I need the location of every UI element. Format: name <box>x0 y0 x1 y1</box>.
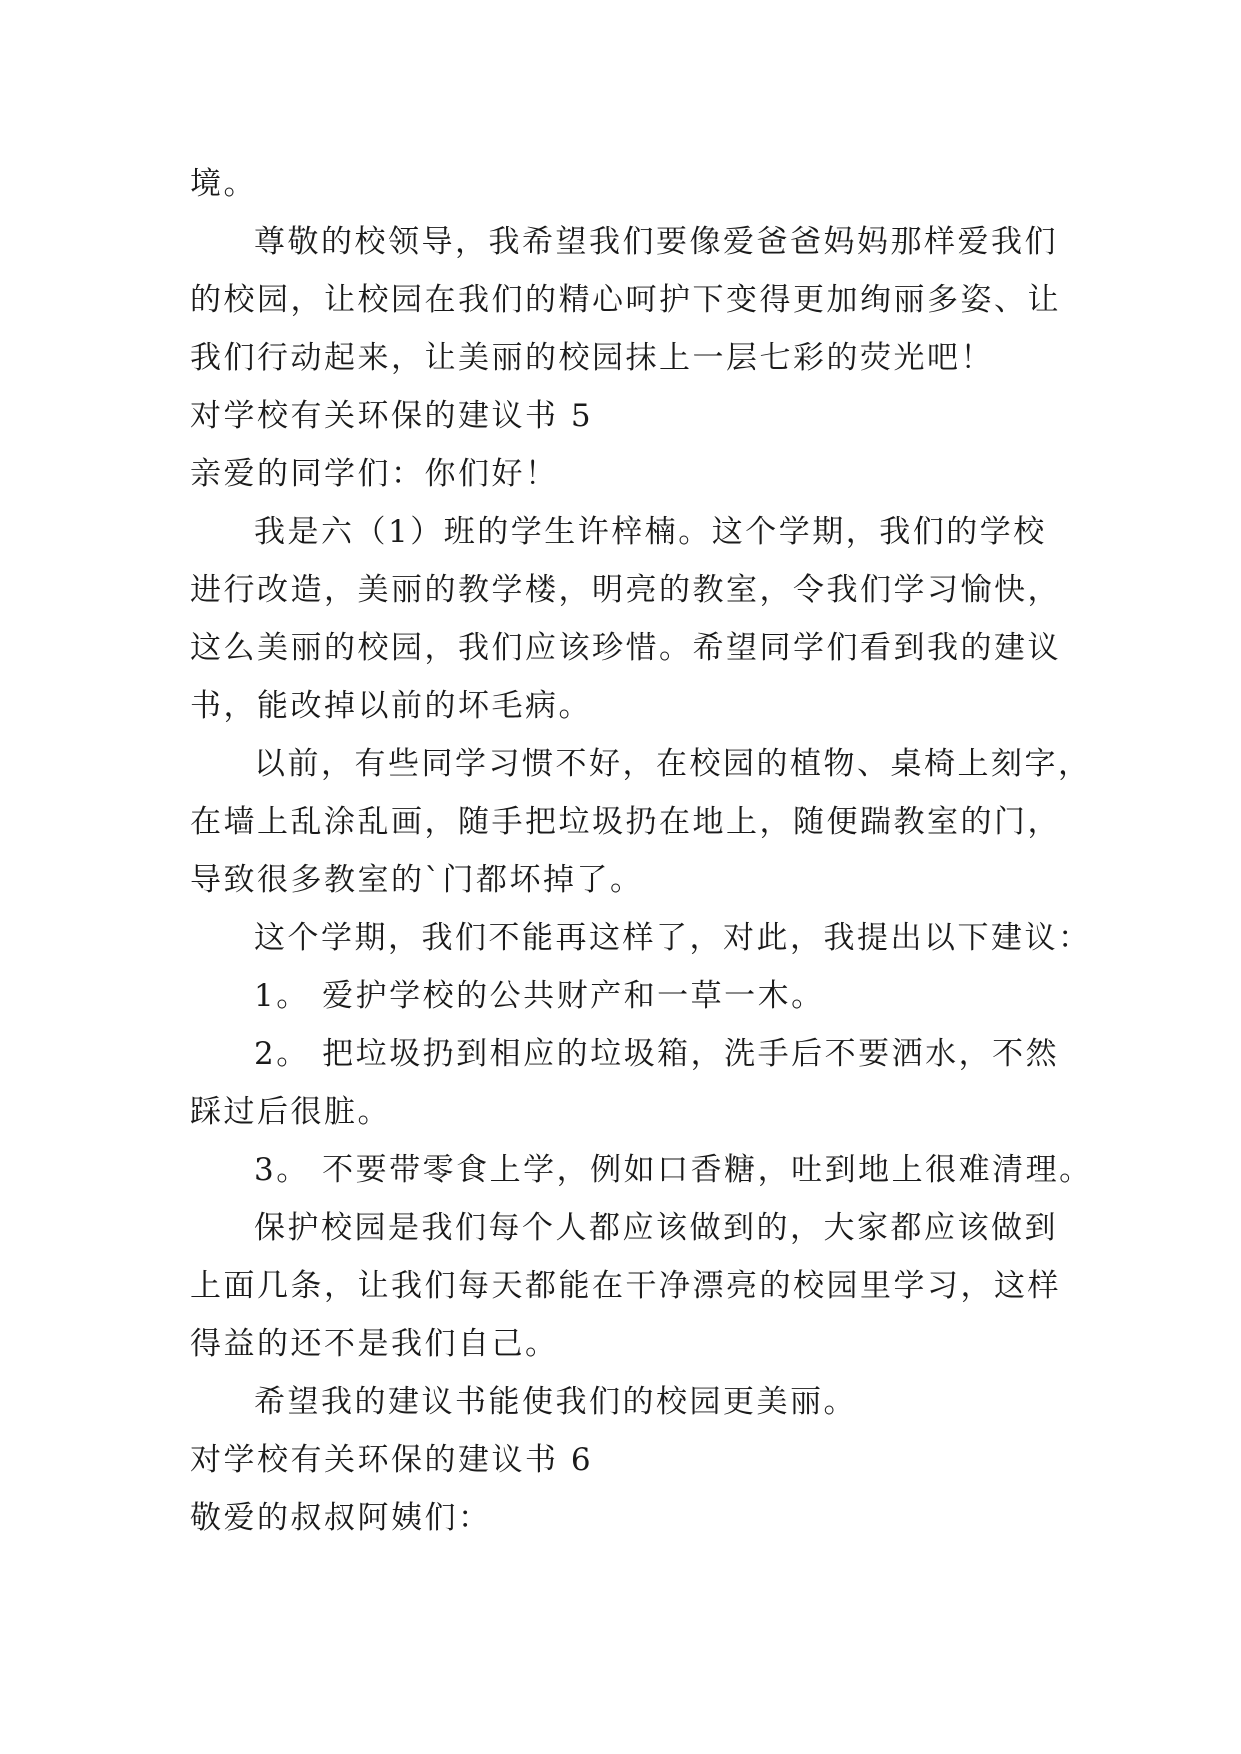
paragraph-line: 这么美丽的校园，我们应该珍惜。希望同学们看到我的建议 <box>190 630 1061 666</box>
paragraph-line: 上面几条，让我们每天都能在干净漂亮的校园里学习，这样 <box>190 1268 1061 1304</box>
salutation: 敬爱的叔叔阿姨们： <box>190 1500 492 1536</box>
list-item: 2。 把垃圾扔到相应的垃圾箱，洗手后不要洒水，不然 <box>254 1036 1060 1072</box>
list-item: 3。 不要带零食上学，例如口香糖，吐到地上很难清理。 <box>254 1152 1093 1188</box>
paragraph-line: 以前，有些同学习惯不好，在校园的植物、桌椅上刻字， <box>254 746 1092 782</box>
salutation: 亲爱的同学们：你们好！ <box>190 456 559 492</box>
paragraph-line: 尊敬的校领导，我希望我们要像爱爸爸妈妈那样爱我们 <box>254 224 1058 260</box>
paragraph-line: 境。 <box>190 166 257 202</box>
paragraph-line: 希望我的建议书能使我们的校园更美丽。 <box>254 1384 857 1420</box>
list-item: 1。 爱护学校的公共财产和一草一木。 <box>254 978 825 1014</box>
paragraph-line: 在墙上乱涂乱画，随手把垃圾扔在地上，随便踹教室的门， <box>190 804 1061 840</box>
paragraph-line: 踩过后很脏。 <box>190 1094 391 1130</box>
paragraph-line: 保护校园是我们每个人都应该做到的，大家都应该做到 <box>254 1210 1058 1246</box>
paragraph-line: 得益的还不是我们自己。 <box>190 1326 559 1362</box>
section-heading: 对学校有关环保的建议书 6 <box>190 1442 594 1478</box>
paragraph-line: 这个学期，我们不能再这样了，对此，我提出以下建议： <box>254 920 1092 956</box>
paragraph-line: 进行改造，美丽的教学楼，明亮的教室，令我们学习愉快， <box>190 572 1061 608</box>
paragraph-line: 书，能改掉以前的坏毛病。 <box>190 688 592 724</box>
paragraph-line: 导致很多教室的`门都坏掉了。 <box>190 862 644 898</box>
paragraph-line: 我们行动起来，让美丽的校园抹上一层七彩的荧光吧！ <box>190 340 994 376</box>
paragraph-line: 我是六（1）班的学生许梓楠。这个学期，我们的学校 <box>254 514 1047 550</box>
paragraph-line: 的校园，让校园在我们的精心呵护下变得更加绚丽多姿、让 <box>190 282 1061 318</box>
section-heading: 对学校有关环保的建议书 5 <box>190 398 594 434</box>
